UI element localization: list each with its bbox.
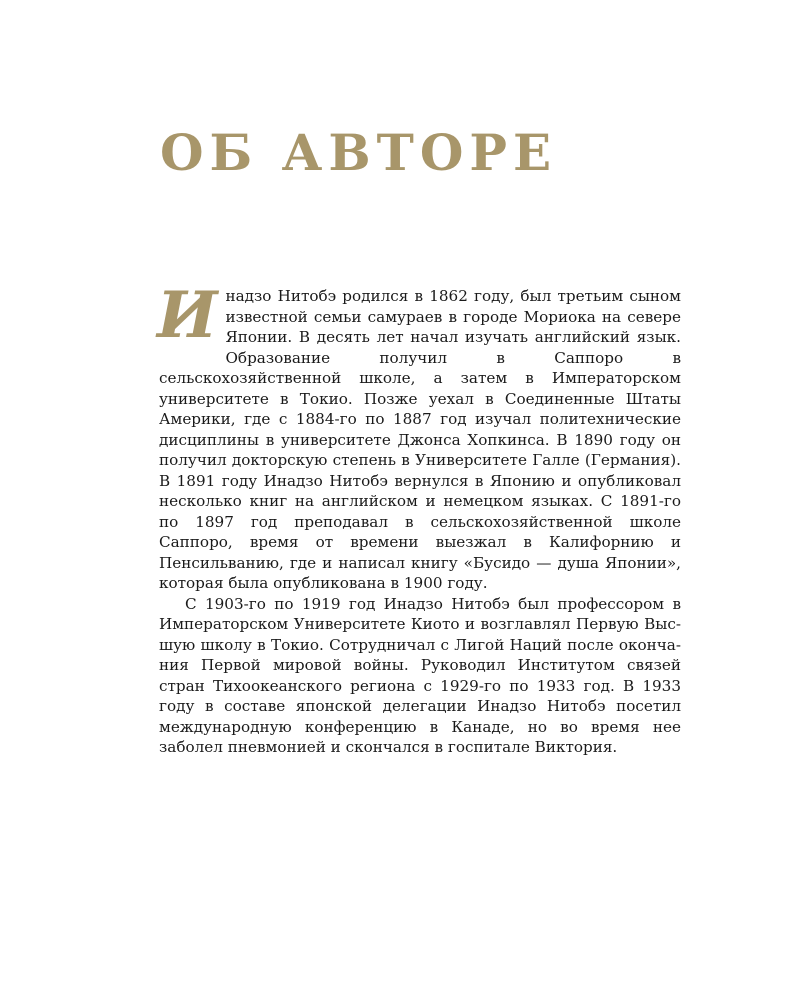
bio-paragraph-2: С 1903-го по 1919 год Инадзо Нитобэ был профессором в Императорском Университете Киото и возглавлял Первую Высшую школу в Токио. Сотрудничал с Лигой Наций после окончания Первой мировой войны. Руководил Институтом связей стран Тихоокеанского региона с 1929-го по 1933 год. В 1933 году в составе японской делегации Инадзо Нитобэ посетил международную конференцию в Канаде, но во время нее заболел пневмонией и скончался в госпитале Виктория. [159, 594, 681, 756]
bio-paragraph-1-text: надзо Нитобэ родился в 1862 году, был третьим сыном известной семьи самураев в городе Мориока на севере Японии. В десять лет начал изучать английский язык. Образование получил в Саппоро в сельскохозяйственной школе, а затем в Императорском университете в Токио. Позже уехал в Соединенные Штаты Америки, где с 1884-го по 1887 год изучал политехнические дисциплины в университете Джонса Хопкинса. В 1890 году он получил докторскую степень в Университете Галле (Германия). В 1891 году Инадзо Нитобэ вернулся в Японию и опубликовал несколько книг на английском и немецком языках. С 1891-го по 1897 год преподавал в сельскохозяйственной школе Саппоро, время от времени выезжал в Калифорнию и Пенсильванию, где и написал книгу «Бусидо — душа Японии», которая была опубликована в 1900 году. [159, 287, 681, 592]
author-bio [157, 278, 681, 758]
bio-paragraph-1 [157, 278, 681, 594]
drop-cap-letter: И [157, 278, 218, 353]
page-title: ОБ АВТОРЕ [160, 123, 558, 182]
